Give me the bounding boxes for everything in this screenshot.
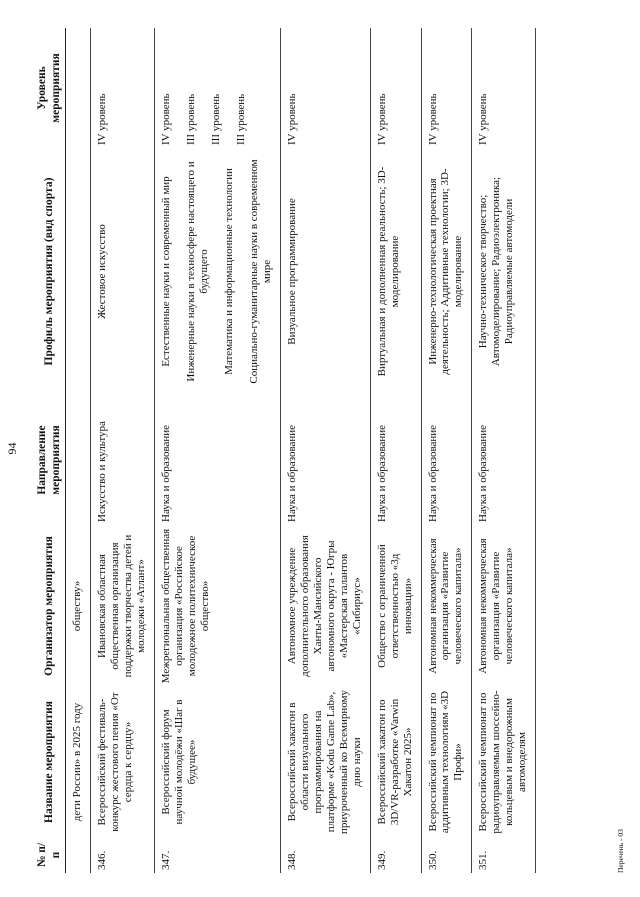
- row-number: 351.: [472, 837, 536, 873]
- level-line: IV уровень: [285, 93, 298, 145]
- row-number: [66, 837, 91, 873]
- event-level: [472, 28, 536, 148]
- row-number: 348.: [280, 837, 370, 873]
- table-row: [91, 28, 155, 873]
- row-number: 346.: [91, 837, 155, 873]
- table-row: [154, 28, 280, 873]
- level-line: IV уровень: [96, 93, 109, 145]
- event-profile: [154, 148, 280, 395]
- page-number: 94: [5, 442, 19, 455]
- event-name: Всероссийский хакатон по 3D/VR-разработке «Varwin Хакатон 2025»: [370, 687, 421, 837]
- level-line: III уровень: [209, 93, 222, 145]
- event-name: Всероссийский форум научной молодёжи «Шаг в будущее»: [154, 687, 280, 837]
- footer-code: Перечень - 03: [616, 829, 625, 873]
- event-profile: [472, 148, 536, 395]
- event-organizer: обществу»: [66, 525, 91, 687]
- header-num: № п/п: [34, 837, 66, 873]
- header-level: Уровень мероприятия: [34, 28, 66, 148]
- profile-line: Математика и информационные технологии: [222, 168, 235, 375]
- row-number: 349.: [370, 837, 421, 873]
- event-profile: [91, 148, 155, 395]
- table-row: [370, 28, 421, 873]
- event-name: Всероссийский чемпионат по радиоуправляемым шоссейно-кольцевым и внедорожным автомоделям: [472, 687, 536, 837]
- event-direction: Наука и образование: [154, 395, 280, 525]
- event-level: [370, 28, 421, 148]
- table-row: [421, 28, 472, 873]
- event-organizer: Автономная некоммерческая организация «Развитие человеческого капитала»: [472, 525, 536, 687]
- level-line: IV уровень: [477, 93, 490, 145]
- event-organizer: Автономная некоммерческая организация «Развитие человеческого капитала»: [421, 525, 472, 687]
- event-profile: [370, 148, 421, 395]
- event-direction: [66, 395, 91, 525]
- event-level: [280, 28, 370, 148]
- header-name: Название мероприятия: [34, 687, 66, 837]
- table-body: [66, 28, 536, 873]
- event-name: Всероссийский фестиваль-конкурс жестового пения «От сердца к сердцу»: [91, 687, 155, 837]
- event-direction: Наука и образование: [472, 395, 536, 525]
- event-profile: [280, 148, 370, 395]
- event-direction: Наука и образование: [370, 395, 421, 525]
- event-organizer: Автономное учреждение дополнительного образования Ханты-Мансийского автономного округа - Югры «Мастерская талантов «Сибириус»: [280, 525, 370, 687]
- level-line: III уровень: [234, 93, 247, 145]
- profile-line: Научно-техническое творчество; Автомоделирование; Радиоэлектроника; Радиоуправляемые автомодели: [477, 176, 516, 367]
- profile-line: Виртуальная и дополненная реальность; 3D-моделирование: [375, 166, 401, 377]
- table-row: [66, 28, 91, 873]
- row-number: 350.: [421, 837, 472, 873]
- event-profile: [66, 148, 91, 395]
- event-direction: Искусство и культура: [91, 395, 155, 525]
- event-level: [91, 28, 155, 148]
- profile-line: Жестовое искусство: [96, 224, 109, 319]
- header-organizer: Организатор мероприятия: [34, 525, 66, 687]
- profile-line: Визуальное программирование: [285, 198, 298, 345]
- event-level: [154, 28, 280, 148]
- profile-line: Социально-гуманитарные науки в современном мире: [247, 159, 273, 384]
- level-line: IV уровень: [426, 93, 439, 145]
- event-direction: Наука и образование: [421, 395, 472, 525]
- header-profile: Профиль мероприятия (вид спорта): [34, 148, 66, 395]
- event-direction: Наука и образование: [280, 395, 370, 525]
- event-level: [421, 28, 472, 148]
- header-direction: Направление мероприятия: [34, 395, 66, 525]
- row-number: 347.: [154, 837, 280, 873]
- profile-line: Инженерно-технологическая проектная деятельность; Аддитивные технологии; 3D-моделирование: [426, 168, 465, 375]
- event-name: Всероссийский хакатон в области визуального программирования на платформе «Kodu Game Lab», приуроченный ко Всемирному дню науки: [280, 687, 370, 837]
- table-header-row: [34, 28, 66, 873]
- profile-line: Инженерные науки в техносфере настоящего и будущего: [184, 161, 210, 382]
- level-line: IV уровень: [159, 93, 172, 145]
- event-profile: [421, 148, 472, 395]
- event-level: [66, 28, 91, 148]
- event-organizer: Ивановская областная общественная организация поддержки творчества детей и молодежи «Атлант»: [91, 525, 155, 687]
- event-organizer: Межрегиональная общественная организация «Российское молодежное политехническое общество»: [154, 525, 280, 687]
- level-line: IV уровень: [375, 93, 388, 145]
- event-name: дети России» в 2025 году: [66, 687, 91, 837]
- level-line: III уровень: [184, 93, 197, 145]
- table-row: [472, 28, 536, 873]
- profile-line: Естественные науки и современный мир: [159, 176, 172, 367]
- events-table: [34, 28, 536, 873]
- event-name: Всероссийский чемпионат по аддитивным технологиям «3D Профи»: [421, 687, 472, 837]
- table-row: [280, 28, 370, 873]
- event-organizer: Общество с ограниченной ответственностью «3д инновации»: [370, 525, 421, 687]
